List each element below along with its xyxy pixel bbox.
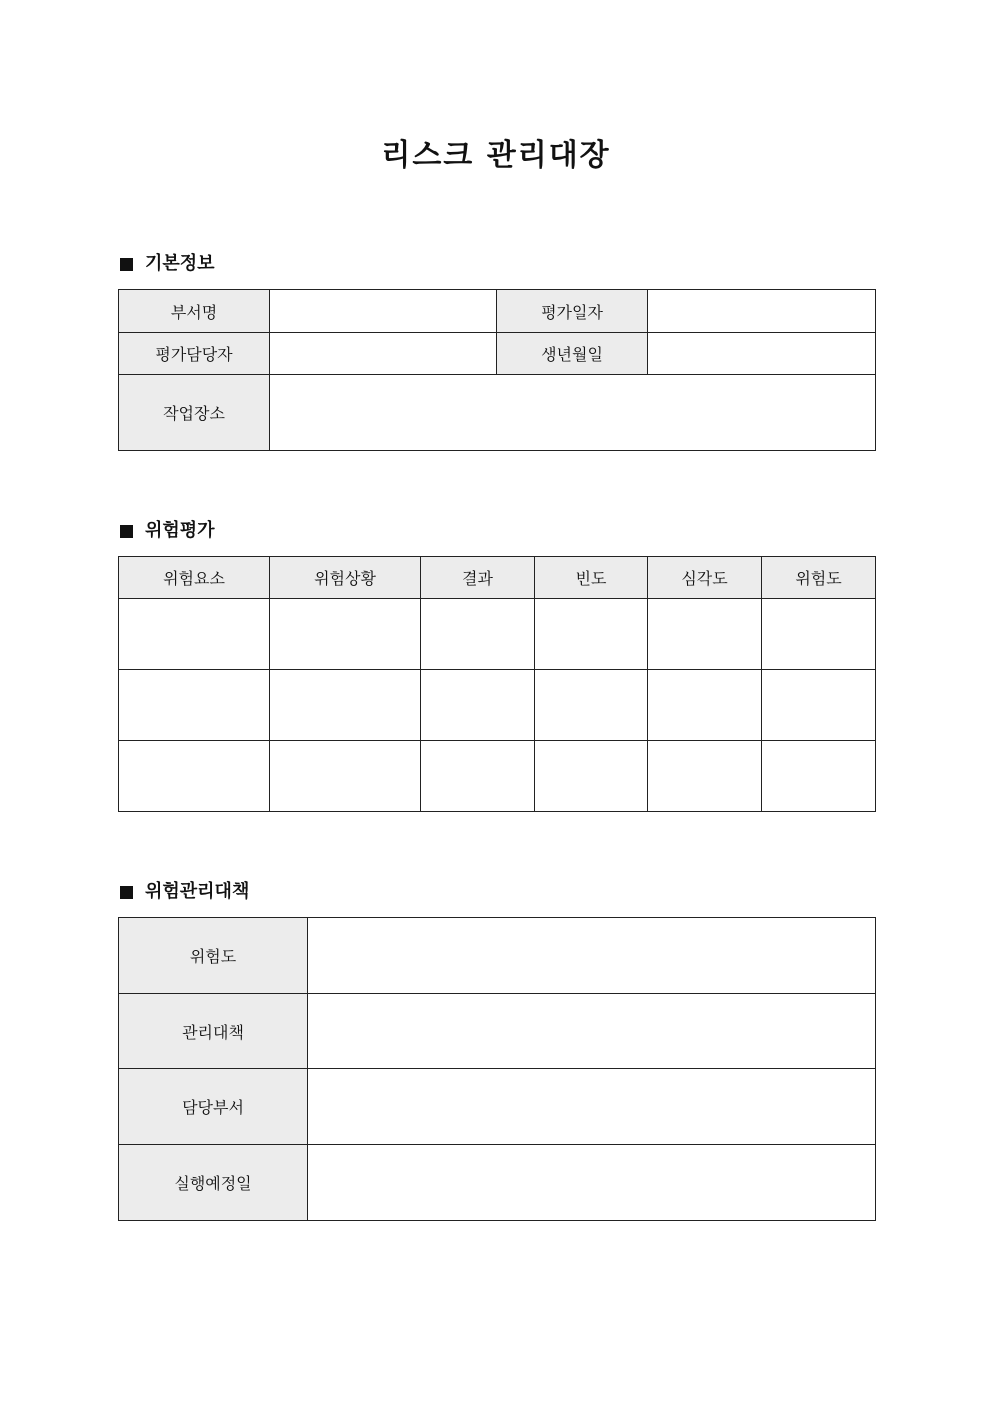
risk-level-cell[interactable] [762,599,876,670]
column-header-risk-level: 위험도 [762,557,876,599]
risk-factor-cell[interactable] [119,670,270,741]
table-row [119,1069,876,1145]
square-bullet-icon [120,258,133,271]
evaluator-label: 평가담당자 [119,333,270,375]
basic-info-heading [120,252,215,276]
risk-management-heading-text: 위험관리대책 [145,881,250,902]
risk-management-table [118,917,876,1221]
result-cell[interactable] [421,741,535,812]
responsible-dept-field[interactable] [308,1069,876,1145]
column-header-frequency: 빈도 [535,557,648,599]
risk-level-field[interactable] [308,918,876,994]
countermeasure-label: 관리대책 [119,994,308,1069]
scheduled-date-field[interactable] [308,1145,876,1221]
table-row [119,994,876,1069]
square-bullet-icon [120,886,133,899]
worksite-label: 작업장소 [119,375,270,451]
responsible-dept-label: 담당부서 [119,1069,308,1145]
document-title: 리스크 관리대장 [381,138,611,173]
eval-date-label: 평가일자 [497,290,648,333]
table-row [119,918,876,994]
risk-level-label: 위험도 [119,918,308,994]
risk-situation-cell[interactable] [270,741,421,812]
column-header-risk-factor: 위험요소 [119,557,270,599]
column-header-result: 결과 [421,557,535,599]
risk-level-cell[interactable] [762,670,876,741]
basic-info-table [118,289,876,451]
frequency-cell[interactable] [535,599,648,670]
department-field[interactable] [270,290,497,333]
countermeasure-field[interactable] [308,994,876,1069]
risk-assessment-header-row [119,557,876,599]
birthdate-field[interactable] [648,333,876,375]
column-header-severity: 심각도 [648,557,762,599]
frequency-cell[interactable] [535,670,648,741]
risk-factor-cell[interactable] [119,599,270,670]
worksite-field[interactable] [270,375,876,451]
risk-assessment-heading [120,519,215,543]
result-cell[interactable] [421,599,535,670]
department-label: 부서명 [119,290,270,333]
evaluator-field[interactable] [270,333,497,375]
table-row [119,599,876,670]
severity-cell[interactable] [648,599,762,670]
risk-management-heading [120,880,249,904]
result-cell[interactable] [421,670,535,741]
scheduled-date-label: 실행예정일 [119,1145,308,1221]
risk-situation-cell[interactable] [270,670,421,741]
table-row [119,741,876,812]
eval-date-field[interactable] [648,290,876,333]
risk-factor-cell[interactable] [119,741,270,812]
basic-info-heading-text: 기본정보 [145,253,215,274]
table-row [119,670,876,741]
frequency-cell[interactable] [535,741,648,812]
birthdate-label: 생년월일 [497,333,648,375]
column-header-risk-situation: 위험상황 [270,557,421,599]
square-bullet-icon [120,525,133,538]
risk-assessment-heading-text: 위험평가 [145,520,215,541]
risk-assessment-table [118,556,876,812]
severity-cell[interactable] [648,741,762,812]
risk-level-cell[interactable] [762,741,876,812]
severity-cell[interactable] [648,670,762,741]
risk-situation-cell[interactable] [270,599,421,670]
table-row [119,1145,876,1221]
